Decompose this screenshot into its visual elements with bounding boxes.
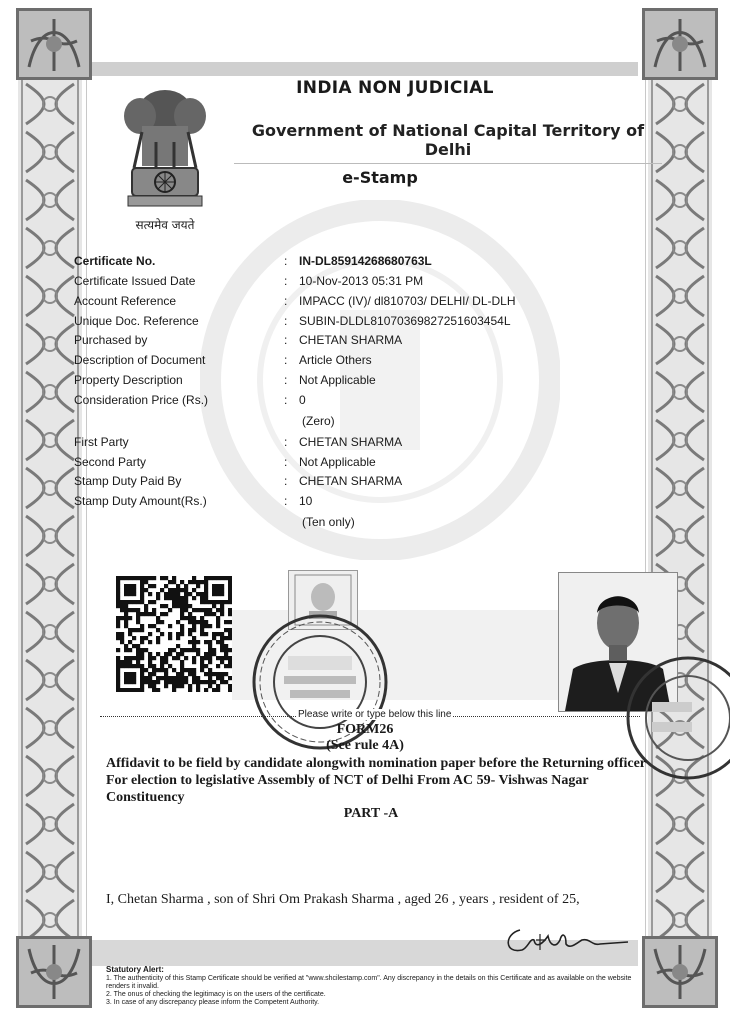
detail-label: First Party [74, 435, 129, 449]
detail-label: Property Description [74, 373, 183, 387]
qr-code-icon [116, 576, 232, 692]
detail-separator: : [284, 353, 288, 367]
detail-value: CHETAN SHARMA [299, 333, 403, 347]
cut-line-text: Please write or type below this line [298, 709, 452, 720]
detail-separator: : [284, 435, 288, 449]
detail-separator: : [284, 494, 288, 508]
detail-value: Not Applicable [299, 455, 376, 469]
detail-value: 10-Nov-2013 05:31 PM [299, 274, 424, 288]
corner-ornament [16, 936, 92, 1008]
detail-separator: : [284, 294, 288, 308]
detail-label: Stamp Duty Amount(Rs.) [74, 494, 207, 508]
detail-value: CHETAN SHARMA [299, 474, 403, 488]
emblem-motto: सत्यमेव जयते [135, 218, 195, 232]
alert-item: 1. The authenticity of this Stamp Certificate should be verified at "www.shcilestamp.com". Any discrepancy in the details on this Certificate and as available on the website renders it invalid. [106, 975, 632, 990]
consideration-words: (Zero) [302, 414, 335, 428]
ashoka-emblem-icon [112, 82, 218, 214]
estamp-title: e-Stamp [342, 168, 418, 187]
detail-label: Unique Doc. Reference [74, 314, 199, 328]
part-heading: PART -A [343, 806, 399, 821]
alert-item: 3. In case of any discrepancy please inform the Competent Authority. [106, 999, 320, 1006]
detail-separator: : [284, 393, 288, 407]
statutory-alert [106, 966, 642, 1007]
detail-value: 10 [299, 494, 313, 508]
detail-separator: : [284, 474, 288, 488]
detail-value: CHETAN SHARMA [299, 435, 403, 449]
detail-separator: : [284, 254, 288, 268]
form-subtitle: (See rule 4A) [326, 738, 404, 753]
declaration-text: I, Chetan Sharma , son of Shri Om Prakash Sharma , aged 26 , years , resident of 25, [106, 892, 580, 907]
signature-icon [500, 920, 630, 960]
detail-label: Certificate No. [74, 254, 156, 268]
detail-separator: : [284, 373, 288, 387]
detail-value: IN-DL85914268680763L [299, 254, 432, 268]
government-title: Government of National Capital Territory of Delhi [234, 121, 662, 164]
detail-separator: : [284, 333, 288, 347]
detail-label: Account Reference [74, 294, 177, 308]
duty-words: (Ten only) [302, 515, 355, 529]
detail-separator: : [284, 314, 288, 328]
form-title: FORM26 [336, 722, 394, 737]
detail-label: Description of Document [74, 353, 206, 367]
detail-label: Second Party [74, 455, 147, 469]
detail-value: IMPACC (IV)/ dl810703/ DELHI/ DL-DLH [299, 294, 516, 308]
document-title: INDIA NON JUDICIAL [296, 78, 494, 98]
corner-ornament [16, 8, 92, 80]
detail-label: Purchased by [74, 333, 148, 347]
detail-label: Consideration Price (Rs.) [74, 393, 209, 407]
detail-value: Not Applicable [299, 373, 376, 387]
alert-item: 2. The onus of checking the legitimacy is on the users of the certificate. [106, 991, 326, 998]
corner-ornament [642, 8, 718, 80]
corner-ornament [642, 936, 718, 1008]
detail-value: 0 [299, 393, 306, 407]
detail-value: Article Others [299, 353, 372, 367]
detail-separator: : [284, 455, 288, 469]
detail-value: SUBIN-DLDL81070369827251603454L [299, 314, 511, 328]
detail-separator: : [284, 274, 288, 288]
top-border [92, 12, 638, 78]
affidavit-heading: Affidavit to be field by candidate alongwith nomination paper before the Returning officer For election to legislative Assembly of NCT of Delhi From AC 59- Vishwas Nagar Constituency [106, 756, 646, 805]
detail-label: Stamp Duty Paid By [74, 474, 182, 488]
alert-title: Statutory Alert: [106, 965, 164, 974]
detail-label: Certificate Issued Date [74, 274, 196, 288]
